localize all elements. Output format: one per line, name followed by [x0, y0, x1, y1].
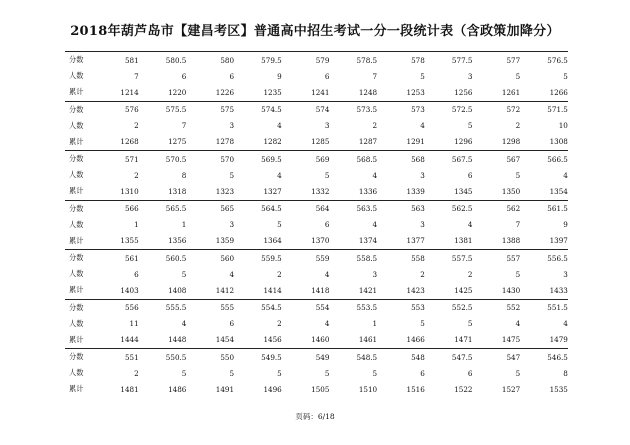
table-cell: 558.5: [356, 253, 378, 263]
table-cell: 6: [324, 71, 330, 81]
table-cell: 2: [420, 269, 425, 279]
table-cell: 1397: [549, 236, 568, 245]
table-cell: 3: [467, 71, 473, 81]
table-cell: 5: [181, 269, 187, 279]
table-cell: 4: [467, 220, 473, 229]
table-cell: 1308: [549, 137, 568, 146]
table-cell: 5: [515, 170, 521, 180]
table-cell: 9: [277, 71, 282, 81]
table-cell: 7: [372, 71, 378, 81]
row-label: 人数: [69, 318, 84, 328]
score-row: [65, 349, 568, 365]
table-cell: 565: [220, 204, 235, 213]
table-block: [65, 299, 568, 349]
table-cell: 567: [506, 154, 521, 164]
table-cell: 4: [515, 319, 521, 328]
row-label: 分数: [69, 104, 84, 114]
table-cell: 568: [411, 154, 425, 164]
score-row: [65, 300, 568, 316]
count-row: [65, 118, 568, 134]
table-cell: 547: [506, 352, 521, 362]
table-cell: 1491: [215, 384, 235, 394]
table-cell: 552.5: [451, 303, 473, 312]
table-cell: 1214: [120, 87, 139, 97]
table-cell: 1261: [501, 87, 521, 97]
table-cell: 11: [129, 319, 139, 328]
table-cell: 2: [467, 269, 473, 279]
table-cell: 5: [515, 269, 521, 279]
table-cell: 579: [315, 55, 330, 65]
table-cell: 2: [134, 170, 139, 180]
table-cell: 1460: [311, 335, 330, 344]
score-row: [65, 102, 568, 118]
table-cell: 1: [181, 220, 187, 229]
score-row: [65, 250, 568, 266]
table-cell: 7: [515, 220, 521, 229]
table-cell: 557: [506, 253, 521, 263]
table-cell: 4: [324, 319, 330, 328]
table-cell: 2: [277, 269, 282, 279]
table-cell: 551.5: [547, 303, 568, 312]
table-cell: 5: [229, 170, 235, 180]
table-cell: 1296: [454, 137, 473, 146]
table-cell: 571.5: [547, 105, 568, 114]
score-row: [65, 52, 568, 68]
table-cell: 6: [229, 319, 235, 328]
cumulative-row: [65, 332, 568, 348]
table-cell: 1220: [168, 87, 187, 97]
table-cell: 1433: [549, 285, 568, 295]
score-distribution-table: [65, 51, 568, 398]
table-cell: 1486: [168, 384, 187, 394]
table-cell: 5: [324, 368, 330, 378]
table-cell: 1377: [406, 236, 425, 245]
table-cell: 1461: [358, 335, 378, 344]
table-cell: 554.5: [261, 303, 282, 312]
table-cell: 563.5: [356, 204, 378, 213]
table-cell: 573: [411, 105, 425, 114]
row-label: 人数: [69, 120, 84, 130]
score-row: [65, 201, 568, 217]
table-cell: 557.5: [451, 253, 473, 263]
table-cell: 1414: [263, 285, 282, 295]
table-cell: 3: [372, 269, 378, 279]
table-cell: 1256: [454, 87, 473, 97]
table-cell: 5: [467, 121, 473, 130]
count-row: [65, 316, 568, 332]
row-label: 分数: [69, 203, 84, 213]
table-cell: 5: [420, 71, 425, 81]
table-cell: 1403: [120, 285, 139, 295]
table-cell: 1339: [406, 186, 425, 196]
table-cell: 1370: [311, 236, 330, 245]
table-cell: 1430: [501, 285, 521, 295]
table-cell: 579.5: [261, 55, 282, 65]
table-cell: 9: [563, 220, 568, 229]
table-cell: 1516: [406, 384, 425, 394]
table-cell: 550.5: [165, 352, 187, 362]
table-cell: 581: [124, 55, 139, 65]
table-cell: 555.5: [165, 303, 187, 312]
table-cell: 5: [467, 319, 473, 328]
table-cell: 1241: [311, 87, 330, 97]
table-cell: 550: [220, 352, 235, 362]
table-block: [65, 51, 568, 101]
count-row: [65, 167, 568, 183]
row-label: 分数: [69, 302, 84, 312]
table-cell: 562: [506, 204, 521, 213]
table-cell: 1374: [358, 236, 378, 245]
table-cell: 3: [563, 269, 568, 279]
table-cell: 1359: [215, 236, 235, 245]
table-cell: 10: [558, 121, 568, 130]
row-label: 累计: [69, 186, 84, 195]
cumulative-row: [65, 183, 568, 199]
row-label: 分数: [69, 253, 84, 262]
table-cell: 558: [411, 253, 425, 263]
table-cell: 5: [181, 368, 187, 378]
table-cell: 556: [124, 303, 139, 312]
table-cell: 570: [220, 154, 235, 164]
table-cell: 1466: [406, 335, 425, 344]
row-label: 累计: [69, 136, 84, 146]
cumulative-row: [65, 233, 568, 249]
table-cell: 1456: [263, 335, 282, 344]
table-cell: 4: [324, 269, 330, 279]
table-cell: 3: [229, 121, 235, 130]
table-cell: 7: [181, 121, 187, 130]
table-cell: 560.5: [165, 253, 187, 263]
table-cell: 8: [563, 368, 568, 378]
table-cell: 1278: [215, 137, 235, 146]
table-cell: 1454: [215, 335, 235, 344]
table-cell: 4: [181, 319, 187, 328]
table-cell: 563: [411, 204, 425, 213]
table-cell: 1332: [311, 186, 330, 196]
table-cell: 580.5: [165, 55, 187, 65]
table-cell: 1268: [120, 137, 139, 146]
table-cell: 567.5: [451, 154, 473, 164]
table-cell: 3: [420, 170, 425, 180]
table-cell: 564.5: [261, 204, 282, 213]
table-cell: 3: [420, 220, 425, 229]
table-cell: 565.5: [165, 204, 187, 213]
table-cell: 1535: [549, 384, 568, 394]
table-cell: 1418: [311, 285, 330, 295]
table-cell: 575: [220, 105, 235, 114]
table-cell: 7: [134, 71, 139, 81]
table-block: [65, 150, 568, 200]
table-cell: 5: [515, 71, 521, 81]
row-label: 累计: [69, 235, 84, 245]
table-cell: 574: [315, 105, 330, 114]
table-cell: 4: [420, 121, 425, 130]
table-cell: 5: [277, 368, 282, 378]
table-cell: 1388: [501, 236, 521, 245]
table-cell: 5: [324, 170, 330, 180]
count-row: [65, 217, 568, 233]
table-cell: 573.5: [356, 105, 378, 114]
table-cell: 1510: [358, 384, 378, 394]
table-cell: 553.5: [356, 303, 378, 312]
cumulative-row: [65, 381, 568, 397]
table-cell: 1350: [501, 186, 521, 196]
table-cell: 1253: [406, 87, 425, 97]
table-cell: 555: [220, 303, 235, 312]
table-cell: 577.5: [451, 55, 473, 65]
table-cell: 5: [563, 71, 568, 81]
table-cell: 1318: [168, 186, 187, 196]
table-cell: 2: [515, 121, 521, 130]
table-cell: 1364: [263, 236, 282, 245]
table-cell: 577: [506, 55, 521, 65]
table-cell: 572: [506, 105, 521, 114]
table-cell: 6: [420, 368, 425, 378]
table-cell: 546.5: [547, 352, 568, 362]
table-cell: 560: [220, 253, 235, 263]
table-cell: 553: [411, 303, 425, 312]
count-row: [65, 68, 568, 84]
table-cell: 3: [229, 220, 235, 229]
table-cell: 580: [220, 55, 235, 65]
table-cell: 576.5: [547, 55, 568, 65]
row-label: 人数: [69, 219, 84, 229]
table-cell: 1287: [358, 137, 378, 146]
table-cell: 1448: [168, 335, 187, 344]
count-row: [65, 266, 568, 282]
row-label: 人数: [69, 269, 84, 278]
table-cell: 1527: [501, 384, 521, 394]
table-cell: 6: [229, 71, 235, 81]
row-label: 人数: [69, 170, 84, 179]
table-cell: 1423: [406, 285, 425, 295]
table-cell: 1298: [501, 137, 521, 146]
table-cell: 1471: [454, 335, 473, 344]
row-label: 分数: [69, 154, 84, 163]
table-cell: 549.5: [261, 352, 282, 362]
table-cell: 1381: [454, 236, 473, 245]
table-cell: 2: [134, 368, 139, 378]
cumulative-row: [65, 84, 568, 100]
table-cell: 1356: [168, 236, 187, 245]
table-block: [65, 200, 568, 250]
table-cell: 1425: [454, 285, 473, 295]
table-cell: 551: [124, 352, 139, 362]
table-cell: 554: [315, 303, 330, 312]
table-cell: 2: [372, 121, 378, 130]
cumulative-row: [65, 282, 568, 298]
page-number: 页码：6/18: [295, 412, 335, 421]
table-cell: 4: [372, 170, 378, 180]
table-cell: 1408: [168, 285, 187, 295]
table-cell: 548.5: [356, 352, 378, 362]
document-title: 2018年葫芦岛市【建昌考区】普通高中招生考试一分一段统计表（含政策加降分）: [70, 24, 560, 39]
table-cell: 569.5: [261, 154, 282, 164]
table-cell: 566: [124, 204, 139, 213]
table-cell: 1: [134, 220, 139, 229]
table-cell: 575.5: [165, 105, 187, 114]
table-cell: 564: [315, 204, 330, 213]
table-cell: 4: [229, 269, 235, 279]
table-cell: 572.5: [451, 105, 473, 114]
table-cell: 1496: [263, 384, 282, 394]
table-cell: 568.5: [356, 154, 378, 164]
table-cell: 1355: [120, 236, 139, 245]
table-cell: 1275: [168, 137, 187, 146]
table-cell: 547.5: [451, 352, 473, 362]
table-cell: 1479: [549, 335, 568, 344]
row-label: 累计: [69, 285, 84, 294]
table-cell: 6: [181, 71, 187, 81]
table-cell: 559: [315, 253, 330, 263]
table-cell: 561.5: [547, 204, 568, 213]
cumulative-row: [65, 134, 568, 150]
table-cell: 556.5: [547, 253, 568, 263]
table-cell: 1248: [358, 87, 378, 97]
count-row: [65, 365, 568, 381]
table-cell: 6: [324, 220, 330, 229]
table-cell: 8: [181, 170, 187, 180]
table-cell: 6: [134, 269, 139, 279]
table-cell: 1505: [311, 384, 330, 394]
table-cell: 1354: [549, 186, 568, 196]
table-cell: 4: [563, 319, 568, 328]
table-cell: 574.5: [261, 105, 282, 114]
table-cell: 1282: [263, 137, 282, 146]
table-cell: 1475: [501, 335, 521, 344]
row-label: 累计: [69, 334, 84, 344]
table-cell: 1226: [215, 87, 235, 97]
table-cell: 4: [372, 220, 378, 229]
table-block: [65, 348, 568, 398]
table-cell: 5: [420, 319, 425, 328]
row-label: 人数: [69, 71, 84, 80]
table-cell: 4: [563, 170, 568, 180]
table-cell: 5: [372, 368, 378, 378]
table-cell: 1323: [215, 186, 235, 196]
table-block: [65, 101, 568, 151]
table-cell: 1412: [215, 285, 235, 295]
table-cell: 548: [411, 352, 425, 362]
table-cell: 559.5: [261, 253, 282, 263]
table-cell: 1421: [358, 285, 378, 295]
row-label: 累计: [69, 87, 84, 96]
row-label: 累计: [69, 384, 84, 393]
table-cell: 569: [315, 154, 330, 164]
table-cell: 1481: [120, 384, 139, 394]
table-cell: 571: [124, 154, 139, 164]
table-cell: 566.5: [547, 154, 568, 164]
table-cell: 2: [277, 319, 282, 328]
table-cell: 1: [372, 319, 378, 328]
table-cell: 1266: [549, 87, 568, 97]
table-cell: 1285: [311, 137, 330, 146]
table-cell: 562.5: [451, 204, 473, 213]
table-cell: 1327: [263, 186, 282, 196]
table-cell: 1336: [358, 186, 378, 196]
table-cell: 1235: [263, 87, 282, 97]
table-cell: 4: [277, 170, 282, 180]
table-cell: 552: [506, 303, 521, 312]
table-cell: 3: [324, 121, 330, 130]
table-cell: 1291: [406, 137, 425, 146]
table-cell: 4: [277, 121, 282, 130]
table-cell: 1444: [120, 335, 139, 344]
row-label: 分数: [69, 55, 84, 64]
table-cell: 578.5: [356, 55, 378, 65]
table-cell: 6: [467, 368, 473, 378]
table-cell: 576: [124, 105, 139, 114]
table-cell: 1310: [120, 186, 139, 196]
table-cell: 549: [315, 352, 330, 362]
row-label: 人数: [69, 368, 84, 377]
table-cell: 6: [467, 170, 473, 180]
table-cell: 561: [124, 253, 139, 263]
table-cell: 5: [277, 220, 282, 229]
table-cell: 5: [515, 368, 521, 378]
table-cell: 578: [411, 55, 425, 65]
table-cell: 2: [134, 121, 139, 130]
table-block: [65, 249, 568, 299]
score-row: [65, 151, 568, 167]
table-cell: 5: [229, 368, 235, 378]
row-label: 分数: [69, 352, 84, 361]
table-cell: 1522: [454, 384, 473, 394]
table-cell: 1345: [454, 186, 473, 196]
table-cell: 570.5: [165, 154, 187, 164]
